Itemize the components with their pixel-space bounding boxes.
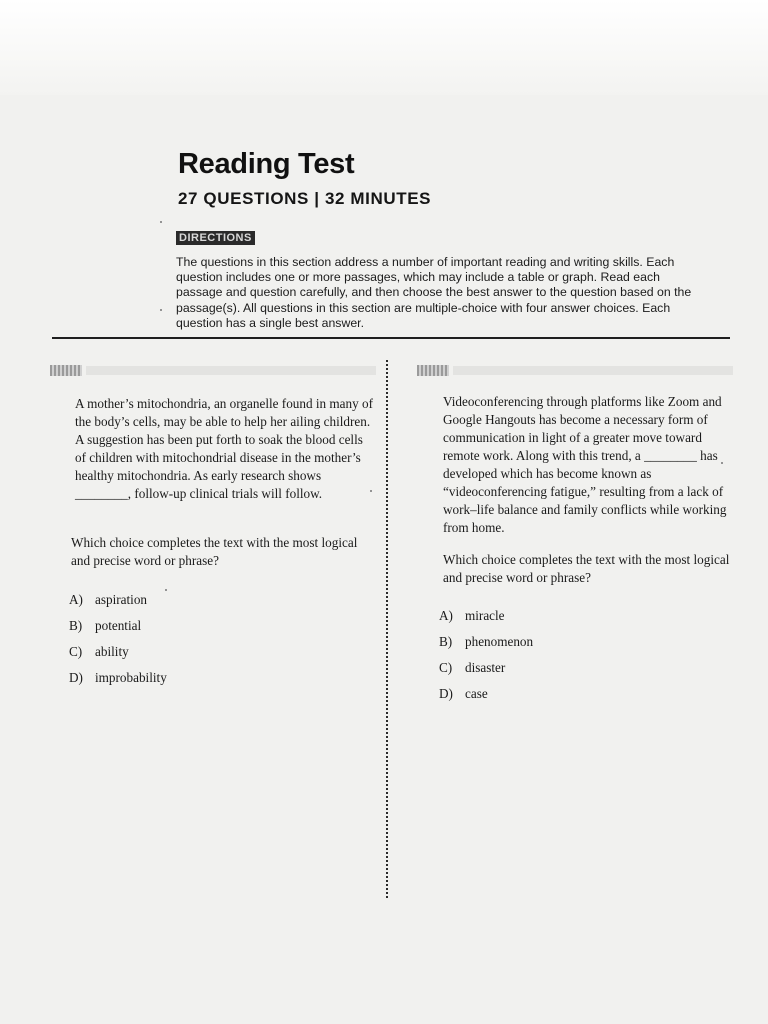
choice-text: miracle xyxy=(465,608,505,623)
question-2-choice-a[interactable] xyxy=(439,607,533,633)
choice-text: improbability xyxy=(95,670,167,685)
choice-text: case xyxy=(465,686,488,701)
question-1-prompt: Which choice completes the text with the most logical and precise word or phrase? xyxy=(71,535,358,568)
question-2-passage: Videoconferencing through platforms like Zoom and Google Hangouts has become a necessary form of communication in light of a greater move toward remote work. Along with this trend, a ________ has developed which has become known as “videoconferencing fatigue,” resulting from a lack of work–life balance and family conflicts while working from home. xyxy=(443,394,727,535)
scan-margin xyxy=(0,0,768,95)
question-2-header-bar xyxy=(453,366,733,375)
scan-speck xyxy=(721,462,723,464)
question-1-choice-a[interactable] xyxy=(69,591,167,617)
question-2-prompt: Which choice completes the text with the most logical and precise word or phrase? xyxy=(443,552,730,585)
page-title: Reading Test xyxy=(178,148,355,180)
directions-text: The questions in this section address a number of important reading and writing skills. Each question includes one or more passages, which may include a table or graph. Read each passage and question carefully, and then choose the best answer to the question based on the passage(s). All questions in this section are multiple-choice with four answer choices. Each question has a single best answer. xyxy=(176,255,692,330)
column-divider xyxy=(386,360,388,898)
choice-letter: B) xyxy=(69,618,83,633)
choice-letter: B) xyxy=(439,634,453,649)
choice-letter: D) xyxy=(69,670,83,685)
choice-text: ability xyxy=(95,644,129,659)
scan-speck xyxy=(160,221,162,223)
scan-speck xyxy=(370,490,372,492)
question-1-number-marker xyxy=(50,365,82,376)
choice-letter: A) xyxy=(69,592,83,607)
choice-letter: A) xyxy=(439,608,453,623)
scan-speck xyxy=(160,309,162,311)
choice-letter: D) xyxy=(439,686,453,701)
scan-speck xyxy=(165,589,167,591)
question-2-number-marker xyxy=(417,365,449,376)
question-1-header-bar xyxy=(86,366,376,375)
choice-text: disaster xyxy=(465,660,506,675)
question-1-choice-b[interactable] xyxy=(69,617,167,643)
section-rule xyxy=(52,337,730,339)
question-1-passage: A mother’s mitochondria, an organelle found in many of the body’s cells, may be able to help her ailing children. A suggestion has been put forth to soak the blood cells of children with mitochondrial disease in the mother’s healthy mitochondria. As early research shows ________, follow-up clinical trials will follow. xyxy=(75,396,373,501)
question-1-choice-c[interactable] xyxy=(69,643,167,669)
question-2-choice-b[interactable] xyxy=(439,633,533,659)
choice-text: phenomenon xyxy=(465,634,534,649)
question-2-choices xyxy=(439,607,533,711)
choice-text: potential xyxy=(95,618,142,633)
question-2-choice-c[interactable] xyxy=(439,659,533,685)
page-subtitle: 27 QUESTIONS | 32 MINUTES xyxy=(178,189,432,208)
choice-letter: C) xyxy=(439,660,453,675)
question-1-choices xyxy=(69,591,167,695)
directions-label: DIRECTIONS xyxy=(176,231,255,245)
choice-text: aspiration xyxy=(95,592,148,607)
question-1-choice-d[interactable] xyxy=(69,669,167,695)
choice-letter: C) xyxy=(69,644,83,659)
question-2-choice-d[interactable] xyxy=(439,685,533,711)
